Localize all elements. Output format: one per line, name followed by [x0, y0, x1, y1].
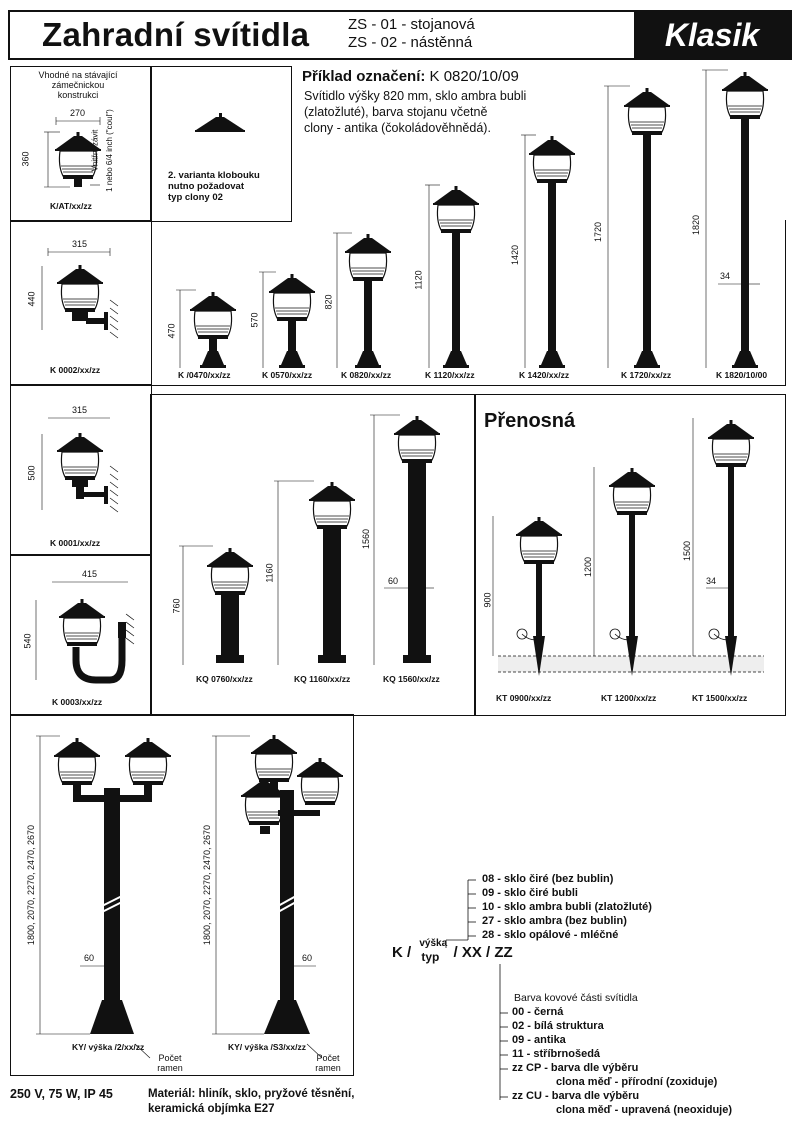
- footer-spec: 250 V, 75 W, IP 45: [10, 1087, 113, 1101]
- multi-pole-1: 60: [302, 953, 313, 963]
- code-fraction: [415, 938, 449, 964]
- code-vyska: výška: [419, 938, 448, 949]
- kat-thread-1: Vnitřní závit: [90, 129, 100, 172]
- multi-arms-1-2: ramen: [315, 1063, 341, 1073]
- k0003-width: 415: [82, 569, 98, 579]
- example-heading: [302, 68, 519, 85]
- example-text: [304, 88, 526, 136]
- standing-cap-1: K 0570/xx/zz: [262, 370, 313, 380]
- kq-cap-1: KQ 1160/xx/zz: [294, 674, 351, 684]
- multi-cap-0: KY/ výška /2/xx/zz: [72, 1042, 145, 1052]
- code-rest: / XX / ZZ: [453, 944, 513, 961]
- portable-cap-0: KT 0900/xx/zz: [496, 693, 552, 703]
- kq-cap-2: KQ 1560/xx/zz: [383, 674, 440, 684]
- code-k: K /: [392, 944, 412, 961]
- lamp-k0002-drawing: [42, 248, 118, 338]
- kat-caption: K/AT/xx/zz: [50, 201, 92, 211]
- portable-pole-width: 34: [706, 576, 717, 586]
- code-brackets: [446, 880, 508, 1100]
- portable-cap-2: KT 1500/xx/zz: [692, 693, 748, 703]
- multi-pole-0: 60: [84, 953, 95, 963]
- color-option-5: clona měď - přírodní (zoxiduje): [556, 1076, 718, 1088]
- color-option-6: zz CU - barva dle výběru: [512, 1090, 640, 1102]
- kq-h-2: 1560: [361, 528, 372, 550]
- color-option-3: 11 - stříbrnošedá: [512, 1048, 601, 1060]
- k0002-height: 440: [26, 291, 37, 307]
- kat-width: 270: [70, 108, 86, 118]
- kat-height: 360: [20, 151, 31, 167]
- color-title: Barva kovové části svítidla: [514, 992, 638, 1004]
- standing-h-4: 1420: [510, 244, 521, 266]
- standing-cap-2: K 0820/xx/zz: [341, 370, 392, 380]
- kq-row-drawing: [179, 415, 440, 665]
- multi-heights-0: 1800, 2070, 2270, 2470, 2670: [26, 824, 37, 946]
- example-heading-code: K 0820/10/09: [429, 68, 519, 85]
- k0001-height: 500: [26, 465, 37, 481]
- multi-heights-1: 1800, 2070, 2270, 2470, 2670: [202, 824, 213, 946]
- kat-thread-2: 1 nebo 6/4 inch ("coul"): [104, 109, 114, 192]
- standing-cap-3: K 1120/xx/zz: [425, 370, 475, 380]
- k0001-caption: K 0001/xx/zz: [50, 538, 101, 548]
- page-title: Zahradní svítidla: [42, 16, 310, 53]
- multi-arms-0: [150, 1053, 190, 1073]
- kat-note-3: konstrukci: [57, 90, 99, 100]
- kat-note-2: zámečnickou: [51, 80, 105, 90]
- hat-variant-drawing: [195, 113, 245, 132]
- color-option-1: 02 - bílá struktura: [512, 1020, 604, 1032]
- portable-cap-1: KT 1200/xx/zz: [601, 693, 657, 703]
- variant-note-2: nutno požadovat: [168, 181, 244, 192]
- color-option-0: 00 - černá: [512, 1006, 564, 1018]
- k0002-caption: K 0002/xx/zz: [50, 365, 101, 375]
- multi-arms-1: [308, 1053, 348, 1073]
- color-option-2: 09 - antika: [512, 1034, 566, 1046]
- variant-note-3: typ clony 02: [168, 192, 223, 203]
- kq-pole-width: 60: [388, 576, 399, 586]
- multi-arms-1-1: Počet: [316, 1053, 340, 1063]
- multi-arms-0-1: Počet: [158, 1053, 182, 1063]
- standing-h-6: 1820: [691, 214, 702, 236]
- lamp-k0003-drawing: [36, 582, 134, 680]
- standing-h-3: 1120: [413, 270, 424, 290]
- multi-cap-1: KY/ výška /S3/xx/zz: [228, 1042, 306, 1052]
- k0003-caption: K 0003/xx/zz: [52, 697, 103, 707]
- k0003-height: 540: [22, 633, 33, 649]
- portable-title: Přenosná: [484, 410, 576, 432]
- glass-option-3: 27 - sklo ambra (bez bublin): [482, 915, 627, 927]
- k0002-width: 315: [72, 239, 88, 249]
- footer-material-1: Materiál: hliník, sklo, pryžové těsnění,: [148, 1088, 355, 1100]
- example-line-2: (zlatožluté), barva stojanu včetně: [304, 105, 488, 119]
- standing-cap-0: K /0470/xx/zz: [178, 370, 231, 380]
- glass-option-0: 08 - sklo čiré (bez bublin): [482, 873, 614, 885]
- variant-standing: ZS - 01 - stojanová: [348, 16, 475, 33]
- example-line-3: clony - antika (čokoládověhnědá).: [304, 121, 491, 135]
- kq-h-1: 1160: [264, 563, 275, 583]
- portable-h-2: 1500: [682, 540, 693, 562]
- color-option-4: zz CP - barva dle výběru: [512, 1062, 639, 1074]
- standing-cap-6: K 1820/10/00: [716, 370, 768, 380]
- kq-h-0: 760: [171, 598, 182, 614]
- standing-cap-5: K 1720/xx/zz: [621, 370, 672, 380]
- variant-wall: ZS - 02 - nástěnná: [348, 34, 473, 51]
- code-typ: typ: [421, 950, 440, 964]
- kat-note-1: Vhodné na stávající: [38, 70, 118, 80]
- brand-label: Klasik: [634, 12, 790, 58]
- footer-material-2: keramická objímka E27: [148, 1103, 275, 1115]
- code-formula: [392, 938, 513, 964]
- standing-cap-4: K 1420/xx/zz: [519, 370, 570, 380]
- color-option-7: clona měď - upravená (neoxiduje): [556, 1104, 732, 1116]
- kq-cap-0: KQ 0760/xx/zz: [196, 674, 253, 684]
- k0001-width: 315: [72, 405, 88, 415]
- portable-row-drawing: [493, 418, 764, 676]
- glass-option-1: 09 - sklo čiré bubli: [482, 887, 578, 899]
- portable-h-1: 1200: [583, 556, 594, 578]
- example-heading-bold: Příklad označení:: [302, 68, 426, 85]
- standing-h-5: 1720: [593, 221, 604, 243]
- glass-option-2: 10 - sklo ambra bubli (zlatožluté): [482, 901, 652, 913]
- lamp-k0001-drawing: [42, 418, 118, 512]
- multi-arms-0-2: ramen: [157, 1063, 183, 1073]
- variant-note-1: 2. varianta klobouku: [168, 170, 260, 181]
- example-line-1: Svítidlo výšky 820 mm, sklo ambra bubli: [304, 89, 527, 103]
- footer-material: [148, 1087, 354, 1117]
- standing-h-2: 820: [323, 294, 334, 310]
- portable-h-0: 900: [482, 592, 493, 608]
- kat-note: [18, 70, 138, 100]
- variant-note: [168, 170, 260, 203]
- kat-thread-b: [104, 109, 130, 192]
- glass-option-4: 28 - sklo opálové - mléčné: [482, 929, 619, 941]
- standing-h-0: 470: [166, 323, 177, 339]
- multi-arm-drawing: [36, 735, 343, 1058]
- standing-pole-width: 34: [720, 271, 731, 281]
- standing-h-1: 570: [249, 312, 260, 328]
